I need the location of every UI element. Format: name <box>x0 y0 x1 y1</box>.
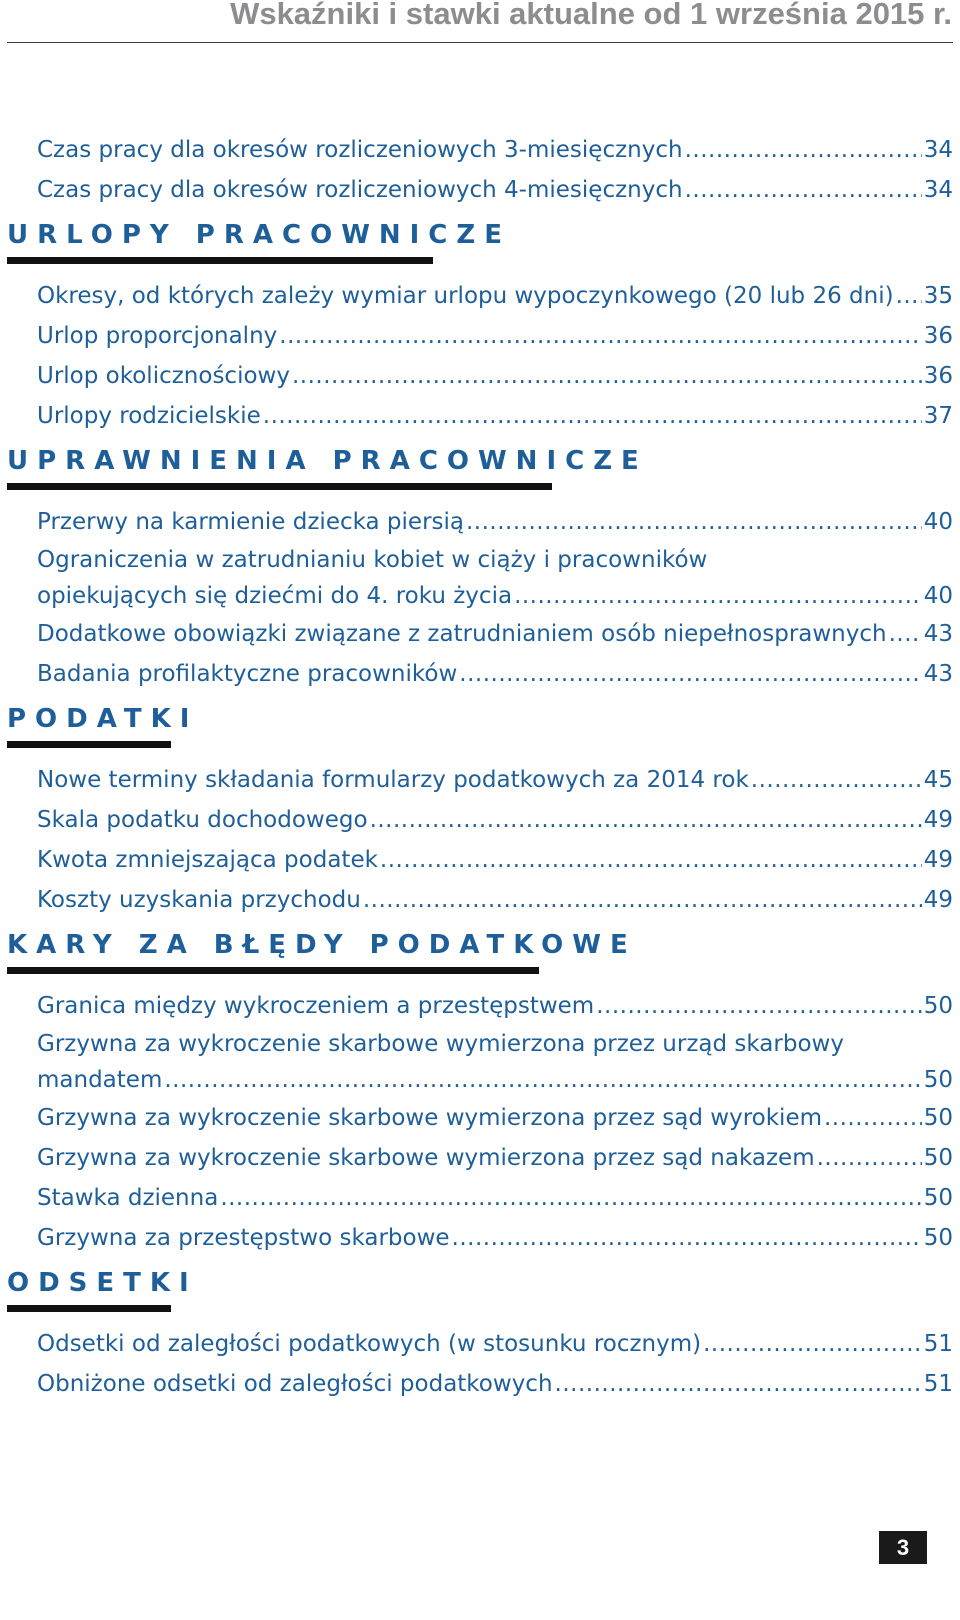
toc-entry-continuation <box>37 578 953 614</box>
toc-leader-dots <box>555 1364 922 1404</box>
toc-entry[interactable] <box>37 1178 953 1218</box>
toc-entry-page: 51 <box>923 1331 953 1357</box>
toc-leader-dots <box>685 170 922 210</box>
section-heading-kary <box>0 928 960 974</box>
toc-leader-dots <box>292 356 922 396</box>
section-title: PODATKI <box>7 704 199 734</box>
section-title: KARY ZA BŁĘDY PODATKOWE <box>7 930 637 960</box>
section-heading-odsetki <box>0 1266 960 1312</box>
toc-entry-page: 43 <box>923 661 953 687</box>
header-rule <box>7 42 953 43</box>
toc-entry-page: 50 <box>923 1185 953 1211</box>
toc-entry-continuation <box>37 1062 953 1098</box>
toc-leader-dots <box>370 800 922 840</box>
toc-entry-page: 50 <box>923 1067 953 1093</box>
toc-entry[interactable] <box>37 1324 953 1364</box>
toc-entry-title: Koszty uzyskania przychodu <box>37 887 361 913</box>
section-title: UPRAWNIENIA PRACOWNICZE <box>7 446 648 476</box>
toc-leader-dots <box>896 276 922 316</box>
toc-entry-title: Grzywna za wykroczenie skarbowe wymierzona przez sąd wyrokiem <box>37 1105 822 1131</box>
toc-entry-page: 36 <box>923 363 953 389</box>
toc-leader-dots <box>220 1178 921 1218</box>
toc-entry-title: Obniżone odsetki od zaległości podatkowych <box>37 1371 553 1397</box>
toc-entry-title: Przerwy na karmienie dziecka piersią <box>37 509 464 535</box>
toc-entry-page: 35 <box>923 283 953 309</box>
page-header-title: Wskaźniki i stawki aktualne od 1 września 2015 r. <box>230 0 952 31</box>
toc-leader-dots <box>751 760 922 800</box>
toc-entry-page: 43 <box>923 621 953 647</box>
toc-leader-dots <box>824 1098 922 1138</box>
toc-entry-title: Grzywna za wykroczenie skarbowe wymierzona przez urząd skarbowy <box>37 1031 844 1057</box>
section-title: URLOPY PRACOWNICZE <box>7 220 511 250</box>
toc-leader-dots <box>363 880 922 920</box>
toc-entry[interactable] <box>37 1218 953 1258</box>
toc-entry[interactable] <box>37 880 953 920</box>
section-title: ODSETKI <box>7 1268 198 1298</box>
table-of-contents <box>0 130 960 1404</box>
toc-entry-page: 40 <box>923 583 953 609</box>
page-number-badge: 3 <box>879 1531 927 1564</box>
section-underline <box>7 967 539 974</box>
toc-entry-page: 51 <box>923 1371 953 1397</box>
toc-entry-title: Czas pracy dla okresów rozliczeniowych 3-miesięcznych <box>37 137 683 163</box>
toc-leader-dots <box>380 840 922 880</box>
toc-leader-dots <box>466 502 922 542</box>
toc-entry[interactable] <box>37 276 953 316</box>
toc-entry-title: Granica między wykroczeniem a przestępstwem <box>37 993 595 1019</box>
toc-leader-dots <box>817 1138 922 1178</box>
toc-entry-title: Ograniczenia w zatrudnianiu kobiet w ciąży i pracowników <box>37 547 708 573</box>
toc-entry-title-continued: mandatem <box>37 1067 163 1093</box>
toc-entry[interactable] <box>37 502 953 542</box>
toc-entry[interactable] <box>37 986 953 1026</box>
toc-leader-dots <box>452 1218 922 1258</box>
toc-entry-title: Czas pracy dla okresów rozliczeniowych 4-miesięcznych <box>37 177 683 203</box>
toc-entry-title: Skala podatku dochodowego <box>37 807 368 833</box>
toc-leader-dots <box>596 986 922 1026</box>
toc-entry[interactable] <box>37 800 953 840</box>
toc-entry-page: 45 <box>923 767 953 793</box>
toc-entry-page: 49 <box>923 887 953 913</box>
toc-entry-page: 50 <box>923 1145 953 1171</box>
toc-entry[interactable] <box>37 170 953 210</box>
toc-entry[interactable] <box>37 614 953 654</box>
toc-entry[interactable] <box>37 316 953 356</box>
toc-leader-dots <box>263 396 922 436</box>
toc-entry-page: 37 <box>923 403 953 429</box>
toc-entry-page: 36 <box>923 323 953 349</box>
toc-leader-dots <box>685 130 922 170</box>
toc-leader-dots <box>459 654 921 694</box>
toc-entry-title: Grzywna za przestępstwo skarbowe <box>37 1225 450 1251</box>
section-heading-urlopy <box>0 218 960 264</box>
toc-entry-page: 50 <box>923 1105 953 1131</box>
section-underline <box>7 1305 171 1312</box>
toc-entry[interactable] <box>37 1364 953 1404</box>
toc-entry-page: 34 <box>923 137 953 163</box>
toc-entry[interactable] <box>37 1026 953 1098</box>
toc-entry-title: Kwota zmniejszająca podatek <box>37 847 378 873</box>
toc-leader-dots <box>889 614 922 654</box>
toc-entry-page: 40 <box>923 509 953 535</box>
toc-entry-page: 50 <box>923 1225 953 1251</box>
section-heading-uprawnienia <box>0 444 960 490</box>
section-heading-podatki <box>0 702 960 748</box>
toc-entry-title-continued: opiekujących się dziećmi do 4. roku życia <box>37 583 513 609</box>
toc-leader-dots <box>514 578 922 614</box>
toc-entry[interactable] <box>37 130 953 170</box>
section-underline <box>7 741 171 748</box>
toc-entry-title: Grzywna za wykroczenie skarbowe wymierzona przez sąd nakazem <box>37 1145 815 1171</box>
toc-entry-page: 50 <box>923 993 953 1019</box>
toc-entry-title: Odsetki od zaległości podatkowych (w stosunku rocznym) <box>37 1331 702 1357</box>
toc-entry-page: 34 <box>923 177 953 203</box>
toc-entry[interactable] <box>37 654 953 694</box>
toc-entry-title: Nowe terminy składania formularzy podatkowych za 2014 rok <box>37 767 749 793</box>
toc-entry[interactable] <box>37 396 953 436</box>
toc-entry[interactable] <box>37 760 953 800</box>
toc-entry[interactable] <box>37 1098 953 1138</box>
section-underline <box>7 483 552 490</box>
toc-entry-title: Urlopy rodzicielskie <box>37 403 261 429</box>
toc-entry-title: Urlop proporcjonalny <box>37 323 278 349</box>
toc-leader-dots <box>703 1324 922 1364</box>
toc-entry-page: 49 <box>923 807 953 833</box>
toc-entry-page: 49 <box>923 847 953 873</box>
toc-entry-title: Dodatkowe obowiązki związane z zatrudnianiem osób niepełnosprawnych <box>37 621 887 647</box>
section-underline <box>7 257 433 264</box>
toc-leader-dots <box>164 1062 921 1098</box>
toc-entry-title: Urlop okolicznościowy <box>37 363 290 389</box>
toc-leader-dots <box>279 316 921 356</box>
toc-entry[interactable] <box>37 1138 953 1178</box>
toc-entry-title: Okresy, od których zależy wymiar urlopu wypoczynkowego (20 lub 26 dni) <box>37 283 894 309</box>
toc-entry[interactable] <box>37 840 953 880</box>
toc-entry[interactable] <box>37 356 953 396</box>
toc-entry-title: Stawka dzienna <box>37 1185 219 1211</box>
toc-entry-title: Badania profilaktyczne pracowników <box>37 661 458 687</box>
toc-entry[interactable] <box>37 542 953 614</box>
